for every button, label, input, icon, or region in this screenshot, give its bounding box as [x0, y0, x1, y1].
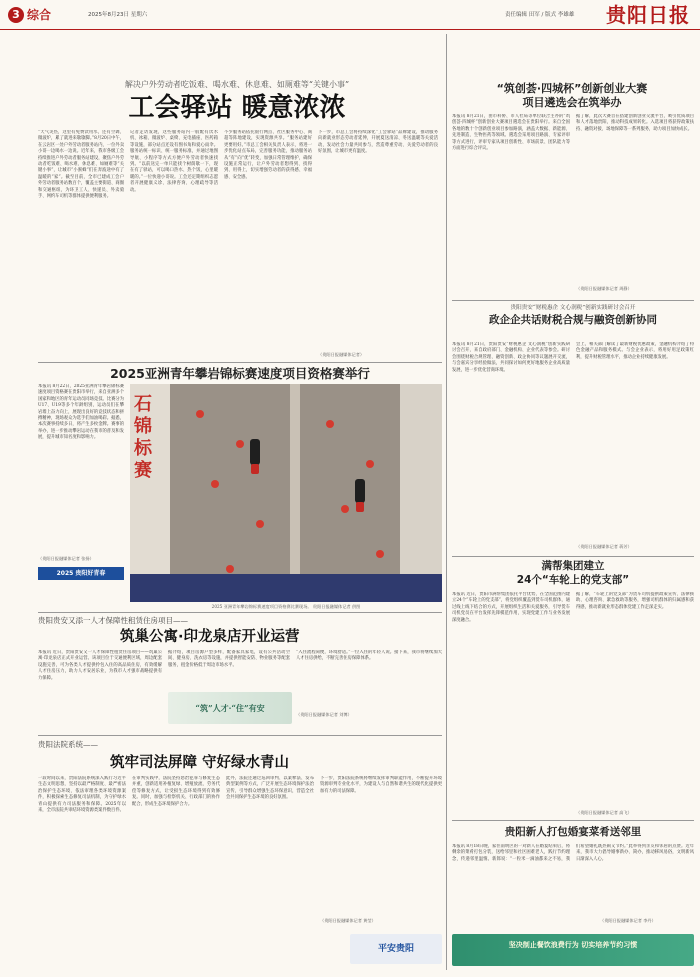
- tax-byline: （贵阳日报融媒体记者 蒋芳）: [576, 544, 632, 549]
- zhulan-byline: （贵阳日报融媒体记者 刘博）: [296, 712, 352, 717]
- zhulan-col-2: 据介绍，项目房源户型多样，配备家具家电，设有公共活动空间、健身房、洗衣房等设施，并提供智能安防、物业服务等配套服务，租金价格低于周边市场水平。: [168, 650, 290, 668]
- court-title: 筑牢司法屏障 守好绿水青山: [110, 755, 290, 771]
- page-number: 3: [8, 7, 24, 23]
- zhulan-col-1: 本报讯 近日，贵阳贵安又一人才保障性租赁住房项目——筑巢公寓·印龙泉店正式开业运营。该项目位于交通便利区域，周边配套设施完善，可为各类人才提供拎包入住的高品质住房，有效缓解人才住房压力，助力人才安居乐业，为我市人才强市战略提供有力保障。: [38, 650, 162, 681]
- climbing-photo: [130, 384, 442, 602]
- wedding-title: 贵阳新人打包婚宴菜肴送邻里: [504, 826, 642, 838]
- court-kicker: 贵阳法院系统——: [38, 740, 98, 749]
- section-rule: [452, 300, 694, 301]
- talent-banner-text: “筑”人才·“住”有安: [195, 703, 265, 713]
- wedding-byline: （贵阳日报融媒体记者 李丹）: [600, 918, 656, 923]
- manbang-col-1: 本报讯 近日，贵阳市满帮集团依托平台优势，在全国范围内建立24个“车轮上的党支部”，将党组织覆盖到货车司机群体，通过线上线下结合的方式，开展组织生活和关爱服务，引导货车司机党员在平台发挥先锋模范作用，实现党建工作与业务发展深度融合。: [452, 592, 570, 623]
- lead-title: 工会驿站 暖意浓浓: [128, 93, 346, 123]
- lead-col-1: “天气炎热，这里有免费饮用水，还有空调、微波炉，累了就进来歇歇脚。”8月20日中午，在云岩区一处户外劳动者服务站内，一位外卖小哥一边喝水一边说。近年来，我市各级工会持续推进户外劳动者服务站建设，聚焦户外劳动者吃饭难、喝水难、休息难、如厕难等“关键小事”，让城市“小蜜蜂”们在奔波途中有了温暖的“家”。截至目前，全市已建成工会户外劳动者服务站数百个，覆盖主要街道、商圈和交通枢纽，为环卫工人、快递员、外卖骑手、网约车司机等群体提供便利服务。: [38, 130, 124, 200]
- wedding-body: 本报讯 8月18日晚，家住南明区的一对新人在婚宴结束后，将剩余的菜肴打包分装，送给邻里和社区困难老人，践行节约理念，传递邻里温情。新郎说：“一粒米一滴油都来之不易，我们希望婚礼既热闹又节约。”此举得到亲友和邻居的点赞。近年来，我市大力倡导婚事新办、简办，推动移风易俗，文明新风日渐深入人心。: [452, 844, 694, 862]
- contest-title: 项目遴选会在筑举办: [522, 96, 622, 109]
- youth-banner: 2025 贵阳好青春: [38, 567, 124, 580]
- manbang-col-2: 据了解，“车轮上的党支部”为货车司机提供政策宣传、法律援助、心理咨询、紧急救助等服务，增强司机群体的归属感和获得感，推动新就业形态群体党建工作走深走实。: [576, 592, 694, 610]
- climbing-title: 2025亚洲青年攀岩锦标赛速度项目资格赛举行: [110, 366, 370, 381]
- lead-col-2: 记者走访发现，这些服务站内一般配有饮水机、冰箱、微波炉、桌椅、充电插座、医药箱等设施，部分站点还设有图书角和爱心雨伞。服务站统一标识、统一服务标准，并通过地图导航、小程序等方式方便户外劳动者快速找到。“以前送完一单只能找个树荫歇一下，现在有了驿站，可以喝口热水、热个饭，心里暖暖的。”一位快递小哥说。工会还定期组织志愿者开展健康义诊、法律咨询、心理疏导等活动。: [130, 130, 218, 193]
- anti-waste-ad: [452, 934, 694, 966]
- section-rule: [452, 820, 694, 821]
- zhulan-title: 筑巢公寓·印龙泉店开业运营: [120, 629, 300, 645]
- tax-kicker: 贵阳贵安“财税惠企 文心润税”创新实践研讨会召开: [510, 305, 636, 311]
- newspaper-logo: 贵阳日报: [606, 3, 690, 27]
- tax-col-1: 本报讯 8月21日，贵阳贵安“财税惠企 文心润税”创新实践研讨会召开，来自政府部门、金融机构、企业代表等参会。研讨会围绕财税合规管理、融资创新、政企协同等议题展开交流，与会嘉宾分享经验做法，共同探讨如何更好地服务企业高质量发展，进一步优化营商环境。: [452, 342, 570, 373]
- contest-col-2: 据了解，此次大赛旨在搭建创新创业交流平台，吸引优质项目和人才落地贵阳，推动科技成果转化。入选项目将获得政策扶持、融资对接、场地保障等一系列服务，助力项目加快成长。: [576, 114, 694, 132]
- tax-col-2: 会上，相关部门解读了最新财税优惠政策，金融机构介绍了特色金融产品和服务模式。与会企业表示，将用好用足政策红利，提升财税管理水平，推动企业持续健康发展。: [576, 342, 694, 360]
- court-byline: （贵阳日报融媒体记者 黄莹）: [320, 918, 376, 923]
- section-rule: [38, 735, 442, 736]
- page-header: [0, 0, 700, 30]
- lead-col-4: 下一步，市总工会将持续深化“工会驿站”品牌建设，推动服务向新就业形态劳动者延伸，开展夏送清凉、冬送温暖等关爱活动，发动社会力量共同参与，营造尊重劳动、关爱劳动者的良好氛围，让城市更有温度。: [318, 130, 438, 155]
- section-rule: [38, 612, 442, 613]
- zhulan-kicker: 贵阳贵安又添一人才保障性租赁住房项目——: [38, 616, 188, 625]
- issue-date: 2025年8月23日 星期六: [88, 12, 148, 18]
- lead-kicker: 解决户外劳动者吃饭难、喝水难、休息难、如厕难等“关键小事”: [124, 80, 350, 89]
- climbing-byline: （贵阳日报融媒体记者 张扬）: [38, 556, 94, 561]
- climbing-body: 本报讯 8月22日，2025亚洲青年攀岩锦标赛速度项目资格赛在贵阳市举行，来自亚洲多个国家和地区的青年运动员同场竞技。比赛分为U17、U19等多个年龄组别，运动员们在攀岩墙上奋力向上，展现出良好的竞技状态和拼搏精神，现场观众为选手们加油喝彩。据悉，本次赛事持续多日，将产生多枚金牌。赛事的举办，进一步推动攀岩运动在我市的普及和发展，提升城市知名度和影响力。: [38, 384, 124, 441]
- section-name: 综合: [27, 8, 52, 22]
- lead-col-3: 不少服务站依托银行网点、社区服务中心、商超等阵地建设，实现资源共享。“服务站建好更要用好。”市总工会相关负责人表示，将进一步优化站点布局，完善服务功能，推动服务站从“有”向“优”转变，加强日常管理维护，确保设施正常运行，让户外劳动者想得到、找得到、用得上，切实增强劳动者的获得感、幸福感、安全感。: [224, 130, 312, 180]
- contest-byline: （贵阳日报融媒体记者 周静）: [576, 286, 632, 291]
- climbing-photo-caption: 2025 亚洲青年攀岩锦标赛速度项目资格赛比赛现场。 贵阳日报融媒体记者 供图: [211, 604, 361, 609]
- talent-banner: [168, 692, 292, 724]
- court-col-2: 在审判实践中，法院坚持惩治犯罪与修复生态并重，创新适用补植复绿、增殖放流、劳务代偿等修复方式，让受损生态环境得到有效修复。同时，加强与检察机关、行政部门的协作配合，形成生态环境保护合力。: [132, 776, 220, 807]
- column-divider: [446, 34, 447, 970]
- safe-guiyang-text: 平安贵阳: [377, 944, 414, 954]
- court-col-1: 一段时间以来，贵阳法院系统深入践行习近平生态文明思想，坚持以最严格制度、最严密法治保护生态环境，依法审理各类环境资源案件，积极探索生态修复司法机制，为守护绿水青山提供有力司法服务和保障。2025年以来，全市法院共审结环境资源类案件数百件。: [38, 776, 126, 814]
- contest-kicker: “筑创荟·四城杯”创新创业大赛: [496, 82, 648, 95]
- court-col-3: 此外，法院还通过巡回审判、以案释法、发布典型案例等方式，广泛开展生态环境保护法治宣传，引导群众增强生态环保意识，营造全社会共同保护生态环境的良好氛围。: [226, 776, 314, 801]
- anti-waste-ad-text: 坚决制止餐饮浪费行为 切实培养节约习惯: [508, 941, 638, 949]
- manbang-title: 24个“车轮上的党支部”: [516, 574, 630, 586]
- manbang-byline: （贵阳日报融媒体记者 高飞）: [576, 810, 632, 815]
- tax-title: 政企企共话财税合规与融资创新协同: [489, 314, 657, 326]
- photo-signage: 石锦标赛: [134, 394, 152, 481]
- editors-line: 责任编辑 田军 / 版式 李雄雄: [505, 12, 575, 18]
- lead-byline: （贵阳日报融媒体记者）: [318, 352, 365, 357]
- section-rule: [452, 556, 694, 557]
- court-col-4: 下一步，贵阳法院系统将继续发挥审判职能作用，不断提升环境资源审判专业化水平，为建设人与自然和谐共生的现代化提供更加有力的司法保障。: [320, 776, 442, 794]
- manbang-kicker: 满帮集团建立: [541, 560, 605, 572]
- zhulan-col-3: “入住流程简便，环境舒适。”一位入住的年轻人说。接下来，我市将继续加大人才住房供给，不断完善住房保障体系。: [296, 650, 442, 662]
- section-rule: [38, 362, 442, 363]
- contest-col-1: 本报讯 8月21日，由市科协、市人社局等单位联合主办的“筑创荟·四城杯”创新创业大赛项目遴选会在贵阳举行。来自全国各地的数十个创新创业项目参加路演，涵盖大数据、新能源、先进制造、生物医药等领域。遴选会采用项目路演、专家评审等方式进行，评审专家从项目创新性、市场前景、团队能力等方面进行综合评议。: [452, 114, 570, 152]
- climbing-wall-graphic: [130, 384, 442, 602]
- safe-guiyang-logo: [350, 934, 442, 964]
